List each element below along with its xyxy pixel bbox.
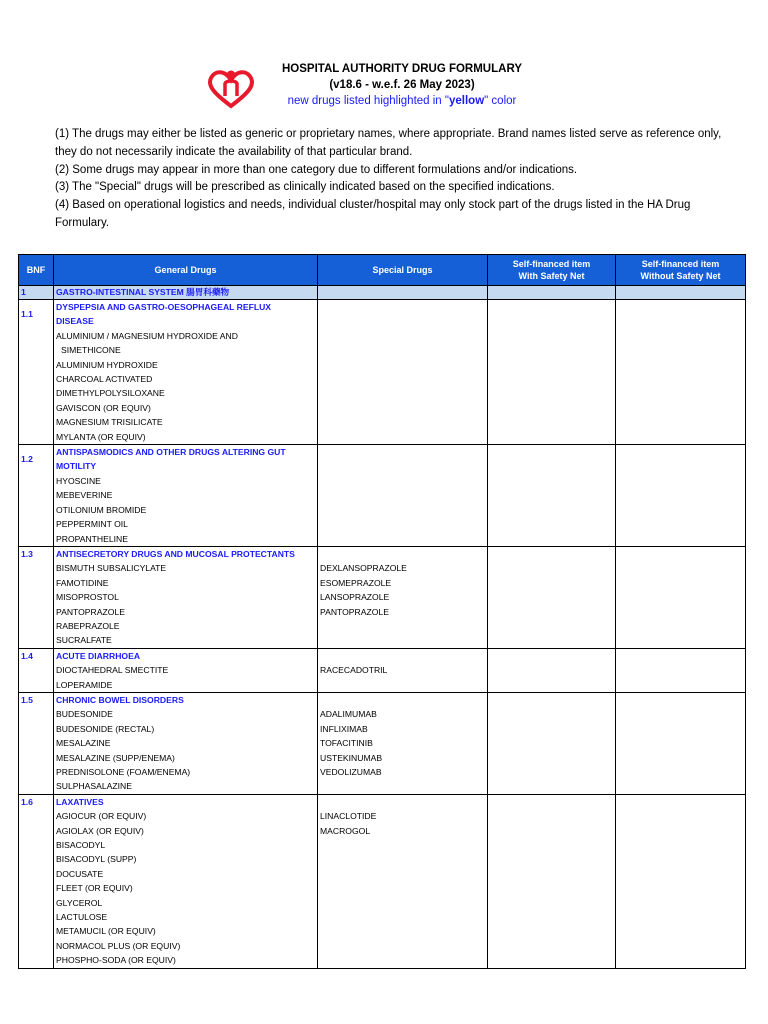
general-drug-item: MYLANTA (OR EQUIV) [56,431,146,442]
general-drug-item: BISACODYL (SUPP) [56,854,137,865]
note-1: (1) The drugs may either be listed as generic or proprietary names, where appropriate. Brand names listed serve as reference only, they do not necessarily indicate the availability of that particular brand. [55,128,722,158]
document-header [0,56,768,116]
category-heading: CHRONIC BOWEL DISORDERS [56,694,184,705]
special-drug-item: ESOMEPRAZOLE [320,577,392,588]
section-row [19,286,746,300]
category-heading: DISEASE [56,316,94,327]
sf-with-safety-net-cell [488,794,616,968]
general-drug-item: METAMUCIL (OR EQUIV) [56,926,156,937]
section-sf-without-empty [616,286,746,300]
general-drug-item: FLEET (OR EQUIV) [56,883,133,894]
document-version: (v18.6 - w.e.f. 26 May 2023) [329,79,475,91]
special-drug-item: LANSOPRAZOLE [320,592,390,603]
section-sf-with-empty [488,286,616,300]
general-drug-item: LOPERAMIDE [56,679,113,690]
general-drugs-cell [54,648,318,692]
sf-with-safety-net-cell [488,445,616,547]
category-heading: ANTISPASMODICS AND OTHER DRUGS ALTERING GUT [56,447,286,458]
special-drug-item: ADALIMUMAB [320,709,377,720]
general-drug-item: PREDNISOLONE (FOAM/ENEMA) [56,767,191,777]
general-drug-item: DIOCTAHEDRAL SMECTITE [56,665,169,676]
sf-without-safety-net-cell [616,300,746,445]
bnf-code-value: 1.6 [21,796,33,807]
special-drug-item: INFLIXIMAB [320,723,368,734]
highlight-note-suffix: " color [484,95,517,107]
table-row [19,794,746,968]
column-header-bnf: BNF [19,255,54,286]
section-bnf: 1 [19,286,54,300]
note-3: (3) The "Special" drugs will be prescribed as clinically indicated based on the specified indications. [55,181,555,194]
bnf-code [19,546,54,648]
general-drug-item: PHOSPHO-SODA (OR EQUIV) [56,955,176,966]
hospital-authority-logo-icon [205,66,257,110]
special-drug-item: RACECADOTRIL [320,665,388,676]
section-special-empty [318,286,488,300]
table-row [19,300,746,445]
general-drug-item: LACTULOSE [56,912,108,923]
table-row [19,648,746,692]
general-drug-item: ALUMINIUM HYDROXIDE [56,359,158,370]
formulary-notes [55,126,745,233]
general-drug-item: AGIOLAX (OR EQUIV) [56,825,144,836]
general-drug-item: BUDESONIDE [56,709,113,720]
bnf-code-value: 1.2 [21,454,33,465]
sf-with-safety-net-cell [488,648,616,692]
highlight-note [262,93,542,110]
special-drugs-cell [318,300,488,445]
sf-without-safety-net-cell [616,794,746,968]
sf-with-safety-net-cell [488,546,616,648]
table-header-row [19,255,746,286]
sf-without-safety-net-cell [616,546,746,648]
title-block [262,61,542,110]
general-drug-item: DIMETHYLPOLYSILOXANE [56,388,165,399]
table-row [19,546,746,648]
category-heading: ACUTE DIARRHOEA [56,650,141,661]
general-drugs-cell [54,445,318,547]
special-drugs-cell [318,546,488,648]
general-drug-item: DOCUSATE [56,868,104,879]
column-header-self-financed-without-safety-net [616,255,746,286]
bnf-code [19,692,54,794]
bnf-code [19,648,54,692]
highlight-note-prefix: new drugs listed highlighted in " [287,95,449,107]
general-drug-item: MEBEVERINE [56,490,113,501]
general-drug-item: AGIOCUR (OR EQUIV) [56,811,147,822]
general-drug-item: MESALAZINE (SUPP/ENEMA) [56,752,175,763]
special-drug-item: MACROGOL [320,825,371,836]
special-drug-item: USTEKINUMAB [320,752,383,763]
section-label: GASTRO-INTESTINAL SYSTEM 腸胃科藥物 [54,286,318,300]
category-heading: LAXATIVES [56,796,104,807]
special-drug-item: DEXLANSOPRAZOLE [320,563,407,574]
sf-without-line1: Self-financed item [641,259,720,269]
table-row [19,445,746,547]
general-drugs-cell [54,692,318,794]
column-header-special-drugs: Special Drugs [318,255,488,286]
general-drug-item: BISACODYL [56,840,106,851]
general-drug-item: MAGNESIUM TRISILICATE [56,417,163,428]
general-drug-item: MESALAZINE [56,738,111,749]
special-drugs-cell [318,648,488,692]
general-drug-item: PROPANTHELINE [56,533,128,544]
table-row [19,692,746,794]
bnf-code-value: 1.3 [21,548,33,559]
special-drug-item: LINACLOTIDE [320,811,377,822]
bnf-code [19,300,54,445]
general-drug-item: MISOPROSTOL [56,592,119,603]
general-drug-item: OTILONIUM BROMIDE [56,504,147,515]
special-drugs-cell [318,794,488,968]
general-drug-item: HYOSCINE [56,475,101,486]
column-header-self-financed-with-safety-net [488,255,616,286]
special-drug-item: TOFACITINIB [320,738,373,749]
general-drugs-cell [54,300,318,445]
general-drug-item: SIMETHICONE [61,345,121,356]
general-drug-item: GLYCEROL [56,897,103,908]
general-drug-item: RABEPRAZOLE [56,620,120,631]
general-drugs-cell [54,794,318,968]
general-drugs-cell [54,546,318,648]
category-heading: DYSPEPSIA AND GASTRO-OESOPHAGEAL REFLUX [56,302,272,312]
document-title: HOSPITAL AUTHORITY DRUG FORMULARY [281,63,522,75]
sf-with-line2: With Safety Net [518,271,585,281]
special-drug-item: PANTOPRAZOLE [320,606,389,617]
general-drug-item: PEPPERMINT OIL [56,519,128,530]
bnf-code [19,445,54,547]
general-drug-item: BISMUTH SUBSALICYLATE [56,563,167,574]
special-drugs-cell [318,445,488,547]
special-drug-item: VEDOLIZUMAB [320,766,382,777]
sf-with-line1: Self-financed item [512,259,591,269]
general-drug-item: ALUMINIUM / MAGNESIUM HYDROXIDE AND [56,330,238,341]
note-4: (4) Based on operational logistics and needs, individual cluster/hospital may only stock part of the drugs listed in the HA Drug Formulary. [55,199,691,229]
sf-with-safety-net-cell [488,692,616,794]
category-heading: ANTISECRETORY DRUGS AND MUCOSAL PROTECTANTS [56,548,295,559]
sf-without-safety-net-cell [616,692,746,794]
general-drug-item: BUDESONIDE (RECTAL) [56,723,155,734]
general-drug-item: NORMACOL PLUS (OR EQUIV) [56,940,181,951]
special-drugs-cell [318,692,488,794]
sf-with-safety-net-cell [488,300,616,445]
highlight-note-color: yellow [448,95,485,107]
note-2: (2) Some drugs may appear in more than one category due to different formulations and/or indications. [55,163,578,176]
bnf-code-value: 1.1 [21,309,33,319]
general-drug-item: SUCRALFATE [56,635,112,646]
column-header-general-drugs: General Drugs [54,255,318,286]
sf-without-safety-net-cell [616,445,746,547]
general-drug-item: FAMOTIDINE [56,577,109,588]
bnf-code-value: 1.4 [21,650,33,661]
bnf-code [19,794,54,968]
bnf-code-value: 1.5 [21,694,33,705]
general-drug-item: PANTOPRAZOLE [56,606,125,617]
category-heading: MOTILITY [56,461,97,472]
sf-without-safety-net-cell [616,648,746,692]
sf-without-line2: Without Safety Net [640,271,721,281]
general-drug-item: SULPHASALAZINE [56,781,132,792]
drug-formulary-table [18,254,746,969]
general-drug-item: CHARCOAL ACTIVATED [56,374,153,385]
general-drug-item: GAVISCON (OR EQUIV) [56,402,151,413]
